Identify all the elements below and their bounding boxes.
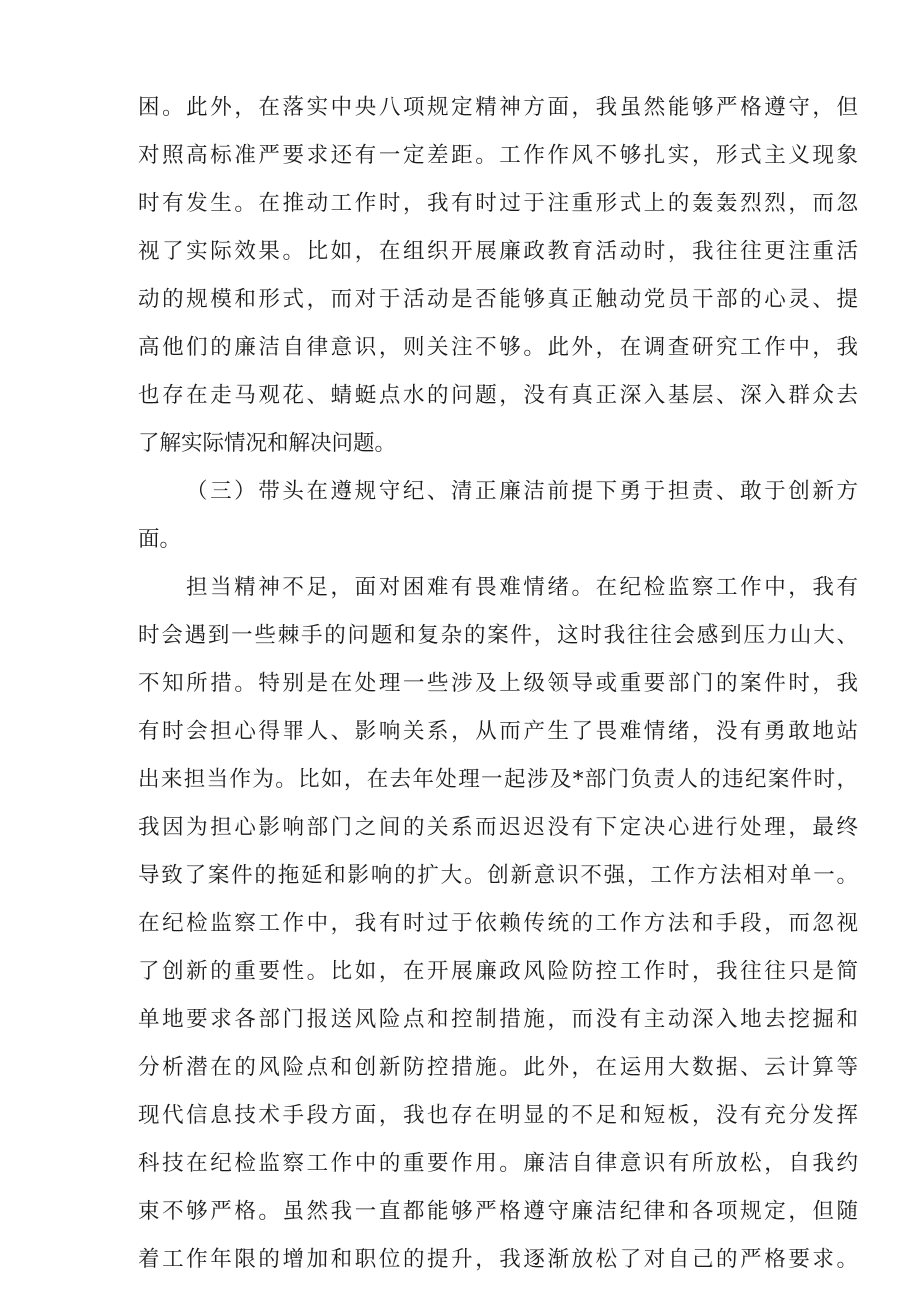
text-line-12: 时会遇到一些棘手的问题和复杂的案件，这时我往往会感到压力山大、 — [138, 623, 858, 648]
section-heading-3: （三）带头在遵规守纪、清正廉洁前提下勇于担责、敢于创新方 — [186, 479, 858, 504]
section-heading-3-cont: 面。 — [138, 527, 182, 552]
text-line-19: 了创新的重要性。比如，在开展廉政风险防控工作时，我往往只是简 — [138, 959, 858, 984]
text-line-2: 对照高标准严要求还有一定差距。工作作风不够扎实，形式主义现象 — [138, 143, 858, 168]
text-line-22: 现代信息技术手段方面，我也存在明显的不足和短板，没有充分发挥 — [138, 1103, 858, 1128]
text-line-18: 在纪检监察工作中，我有时过于依赖传统的工作方法和手段，而忽视 — [138, 911, 858, 936]
text-line-16: 我因为担心影响部门之间的关系而迟迟没有下定决心进行处理，最终 — [138, 815, 858, 840]
text-line-25: 着工作年限的增加和职位的提升，我逐渐放松了对自己的严格要求。 — [138, 1247, 858, 1272]
text-line-3: 时有发生。在推动工作时，我有时过于注重形式上的轰轰烈烈，而忽 — [138, 191, 858, 216]
text-line-21: 分析潜在的风险点和创新防控措施。此外，在运用大数据、云计算等 — [138, 1055, 858, 1080]
text-line-7: 也存在走马观花、蜻蜓点水的问题，没有真正深入基层、深入群众去 — [138, 383, 858, 408]
text-line-8: 了解实际情况和解决问题。 — [138, 431, 397, 456]
text-line-13: 不知所措。特别是在处理一些涉及上级领导或重要部门的案件时，我 — [138, 671, 858, 696]
text-line-17: 导致了案件的拖延和影响的扩大。创新意识不强，工作方法相对单一。 — [138, 863, 858, 888]
text-line-6: 高他们的廉洁自律意识，则关注不够。此外，在调查研究工作中，我 — [138, 335, 858, 360]
text-line-11: 担当精神不足，面对困难有畏难情绪。在纪检监察工作中，我有 — [186, 575, 858, 600]
text-line-23: 科技在纪检监察工作中的重要作用。廉洁自律意识有所放松，自我约 — [138, 1151, 858, 1176]
text-line-14: 有时会担心得罪人、影响关系，从而产生了畏难情绪，没有勇敢地站 — [138, 719, 858, 744]
text-line-15: 出来担当作为。比如，在去年处理一起涉及*部门负责人的违纪案件时， — [138, 767, 858, 792]
text-line-20: 单地要求各部门报送风险点和控制措施，而没有主动深入地去挖掘和 — [138, 1007, 858, 1032]
text-line-24: 束不够严格。虽然我一直都能够严格遵守廉洁纪律和各项规定，但随 — [138, 1199, 858, 1224]
text-line-4: 视了实际效果。比如，在组织开展廉政教育活动时，我往往更注重活 — [138, 239, 858, 264]
text-line-1: 困。此外，在落实中央八项规定精神方面，我虽然能够严格遵守，但 — [138, 95, 858, 120]
text-line-5: 动的规模和形式，而对于活动是否能够真正触动党员干部的心灵、提 — [138, 287, 858, 312]
